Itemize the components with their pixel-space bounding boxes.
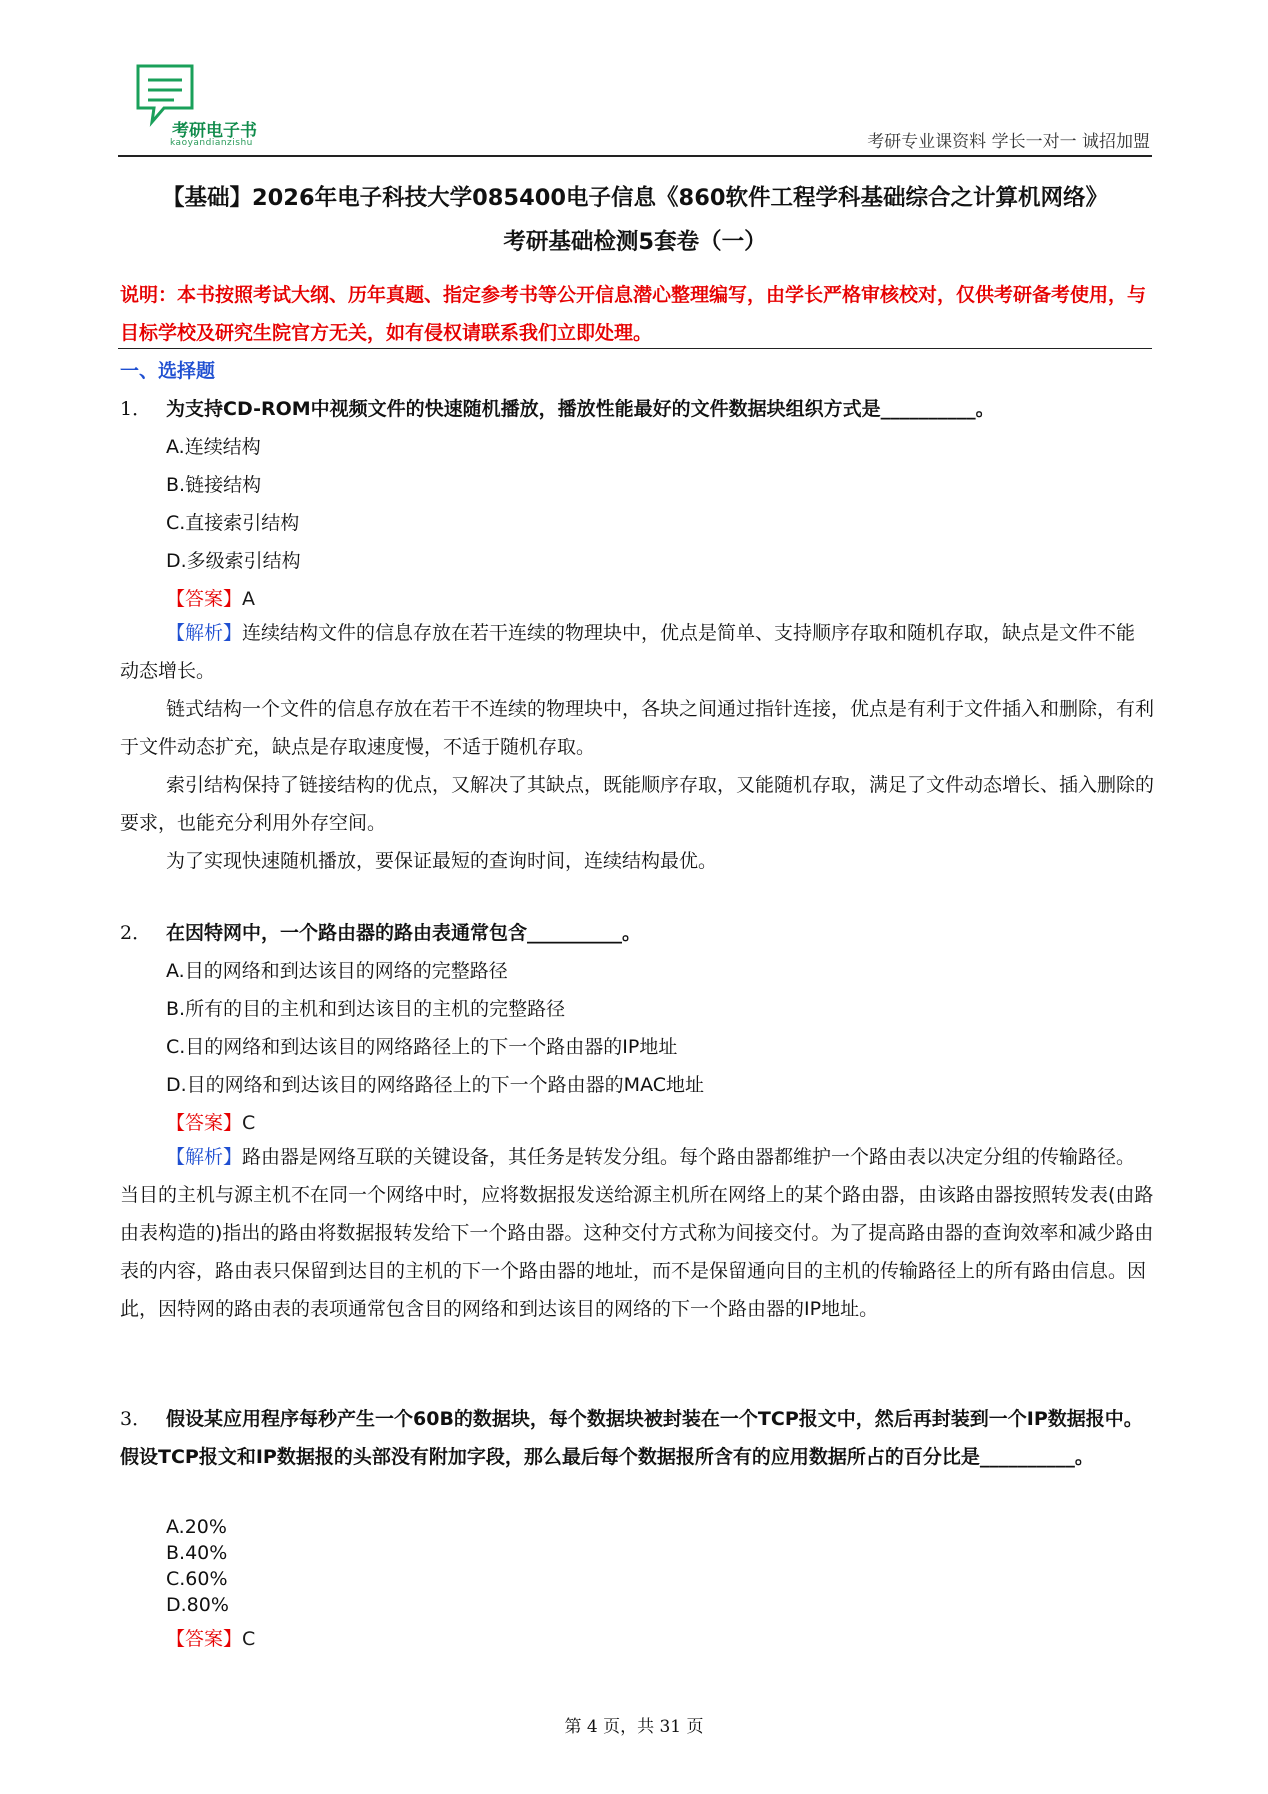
question-number: 1． — [120, 398, 152, 420]
question-number: 3． — [120, 1408, 152, 1430]
q1-option-c: C.直接索引结构 — [166, 512, 300, 534]
q2-option-b: B.所有的目的主机和到达该目的主机的完整路径 — [166, 998, 566, 1020]
q2-option-d: D.目的网络和到达该目的网络路径上的下一个路由器的MAC地址 — [166, 1074, 704, 1096]
question-1-stem — [120, 394, 1154, 421]
header-divider — [118, 155, 1152, 157]
question-text: 在因特网中，一个路由器的路由表通常包含__________。 — [166, 922, 642, 944]
answer-value: C — [242, 1628, 256, 1650]
q2-analysis: 【解析】路由器是网络互联的关键设备，其任务是转发分组。每个路由器都维护一个路由表以决定分组的传输路径。当目的主机与源主机不在同一个网络中时，应将数据报发送给源主机所在网络上的某个路由器，由该路由器按照转发表(由路由表构造的)指出的路由将数据报转发给下一个路由器。这种交付方式称为间接交付。为了提高路由器的查询效率和减少路由表的内容，路由表只保留到达目的主机的下一个路由器的地址，而不是保留通向目的主机的传输路径上的所有路由信息。因此，因特网的路由表的表项通常包含目的网络和到达该目的网络的下一个路由器的IP地址。 — [120, 1146, 1154, 1320]
q3-option-b: B.40% — [166, 1542, 228, 1564]
analysis-label: 【解析】 — [166, 1146, 243, 1168]
header-slogan: 考研专业课资料 学长一对一 诚招加盟 — [867, 132, 1150, 152]
q2-option-c: C.目的网络和到达该目的网络路径上的下一个路由器的IP地址 — [166, 1036, 678, 1058]
notice-divider — [118, 348, 1152, 349]
question-text: 假设某应用程序每秒产生一个60B的数据块，每个数据块被封装在一个TCP报文中，然后再封装到一个IP数据报中。假设TCP报文和IP数据报的头部没有附加字段，那么最后每个数据报所含有的应用数据所占的百分比是__________。 — [120, 1408, 1143, 1468]
answer-label: 【答案】 — [166, 1628, 243, 1650]
answer-value: C — [242, 1112, 256, 1134]
q3-option-d: D.80% — [166, 1594, 229, 1616]
answer-label: 【答案】 — [166, 1112, 243, 1134]
question-text: 为支持CD-ROM中视频文件的快速随机播放，播放性能最好的文件数据块组织方式是__________。 — [166, 398, 995, 420]
answer-value: A — [242, 588, 256, 610]
q3-option-c: C.60% — [166, 1568, 228, 1590]
answer-label: 【答案】 — [166, 588, 243, 610]
q2-answer — [166, 1108, 255, 1135]
q1-option-a: A.连续结构 — [166, 436, 261, 458]
question-number: 2． — [120, 922, 152, 944]
q1-analysis-para4: 为了实现快速随机播放，要保证最短的查询时间，连续结构最优。 — [166, 850, 718, 872]
page-number-footer: 第 4 页，共 31 页 — [564, 1717, 704, 1737]
logo-text: 考研电子书 — [172, 121, 257, 141]
notice-text: 说明：本书按照考试大纲、历年真题、指定参考书等公开信息潜心整理编写，由学长严格审核校对，仅供考研备考使用，与目标学校及研究生院官方无关，如有侵权请联系我们立即处理。 — [120, 284, 1147, 344]
q1-option-d: D.多级索引结构 — [166, 550, 301, 572]
q3-answer — [166, 1624, 255, 1651]
q3-option-a: A.20% — [166, 1516, 227, 1538]
q1-option-b: B.链接结构 — [166, 474, 262, 496]
analysis-label: 【解析】 — [166, 622, 243, 644]
q1-analysis-para3: 索引结构保持了链接结构的优点，又解决了其缺点，既能顺序存取，又能随机存取，满足了文件动态增长、插入删除的要求，也能充分利用外存空间。 — [120, 774, 1155, 834]
q1-analysis-para1: 【解析】连续结构文件的信息存放在若干连续的物理块中，优点是简单、支持顺序存取和随机存取，缺点是文件不能动态增长。 — [120, 622, 1136, 682]
doc-title-line1: 【基础】2026年电子科技大学085400电子信息《860软件工程学科基础综合之计算机网络》 — [161, 185, 1109, 211]
q1-answer — [166, 584, 255, 611]
q2-option-a: A.目的网络和到达该目的网络的完整路径 — [166, 960, 508, 982]
logo-subtext: kaoyandianzishu — [170, 138, 253, 148]
question-2-stem — [120, 918, 1154, 945]
doc-title-line2: 考研基础检测5套卷（一） — [503, 229, 767, 255]
section-heading: 一、选择题 — [120, 360, 216, 382]
q1-analysis-para2: 链式结构一个文件的信息存放在若干不连续的物理块中，各块之间通过指针连接，优点是有利于文件插入和删除，有利于文件动态扩充，缺点是存取速度慢，不适于随机存取。 — [120, 698, 1155, 758]
question-3-stem — [120, 1400, 1154, 1476]
